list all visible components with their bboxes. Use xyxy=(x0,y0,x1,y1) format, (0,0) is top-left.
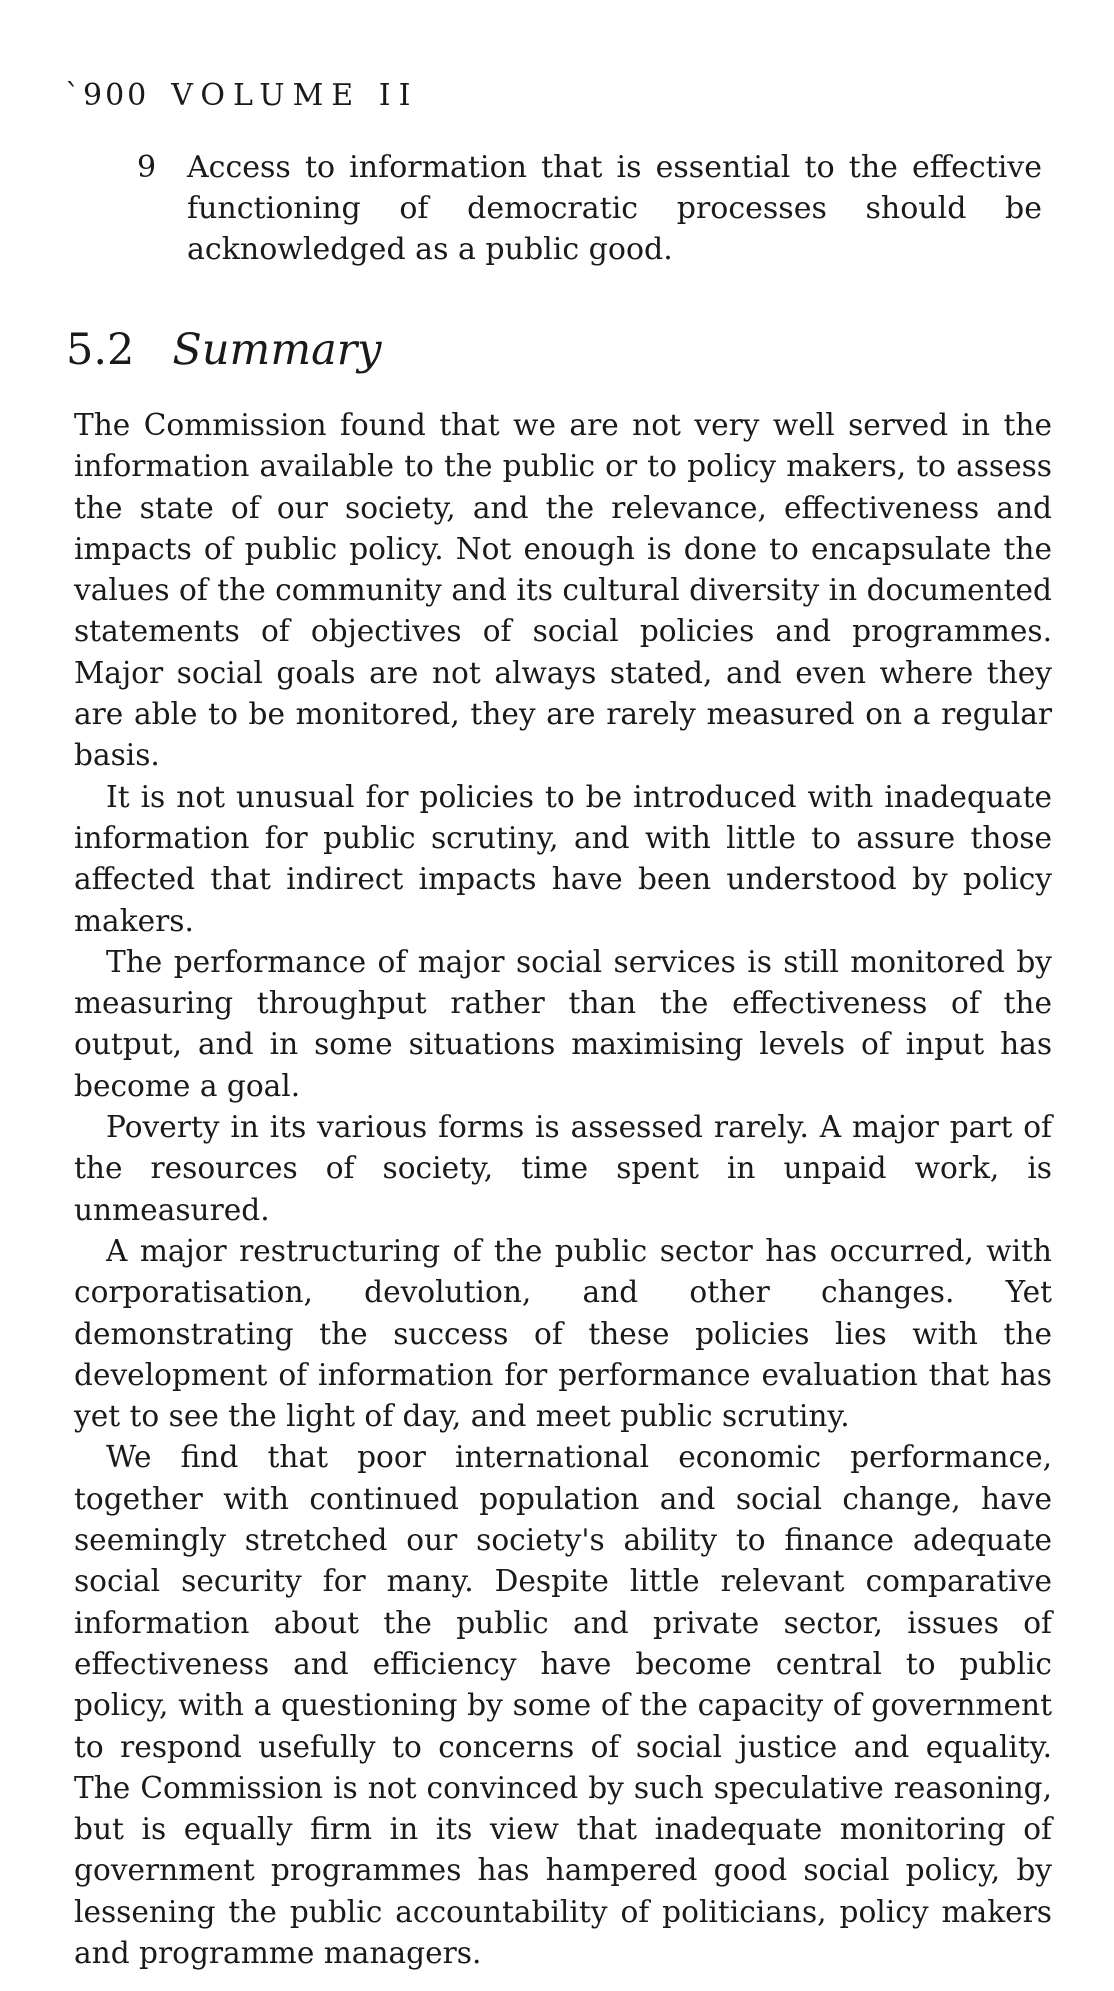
section-heading xyxy=(66,325,382,375)
numbered-list-item xyxy=(137,147,1057,270)
section-number: 5.2 xyxy=(66,325,135,375)
header-mark: ` xyxy=(65,78,83,113)
paragraph: The performance of major social services is still monitored by measuring throughput rather than the effectiveness of the output, and in some situations maximising levels of input has become a goal. xyxy=(74,944,1052,1103)
volume-label: VOLUME II xyxy=(171,78,419,113)
list-item-number: 9 xyxy=(137,150,157,185)
section-title: Summary xyxy=(172,325,382,375)
paragraph: Poverty in its various forms is assessed rarely. A major part of the resources of society, time spent in unpaid work, is unmeasured. xyxy=(74,1110,1052,1227)
paragraph: The Commission found that we are not very well served in the information available to the public or to policy makers, to assess the state of our society, and the relevance, effectiveness and impacts of public policy. Not enough is done to encapsulate the values of the community and its cultural diversity in documented statements of objectives of social policies and programmes. Major social goals are not always stated, and even where they are able to be monitored, they are rarely measured on a regular basis. xyxy=(74,408,1052,773)
paragraph: We find that poor international economic performance, together with continued population and social change, have seemingly stretched our society's ability to finance adequate social security for many. Despite little relevant comparative information about the public and private sector, issues of effectiveness and efficiency have become central to public policy, with a questioning by some of the capacity of government to respond usefully to concerns of social justice and equality. The Commission is not convinced by such speculative reasoning, but is equally firm in its view that inadequate monitoring of government programmes has hampered good social policy, by lessening the public accountability of politicians, policy makers and programme managers. xyxy=(74,1440,1052,1970)
body-text xyxy=(74,405,1052,1974)
paragraph: A major restructuring of the public sector has occurred, with corporatisation, devolution, and other changes. Yet demonstrating the success of these policies lies with the development of information for performance evaluation that has yet to see the light of day, and meet public scrutiny. xyxy=(74,1233,1052,1434)
page-number: 900 xyxy=(83,78,150,113)
running-head xyxy=(65,78,418,113)
list-item-text: Access to information that is essential to the effective functioning of democratic processes should be acknowledged as a public good. xyxy=(187,150,1042,267)
paragraph: It is not unusual for policies to be introduced with inadequate information for public scrutiny, and with little to assure those affected that indirect impacts have been understood by policy makers. xyxy=(74,779,1052,938)
